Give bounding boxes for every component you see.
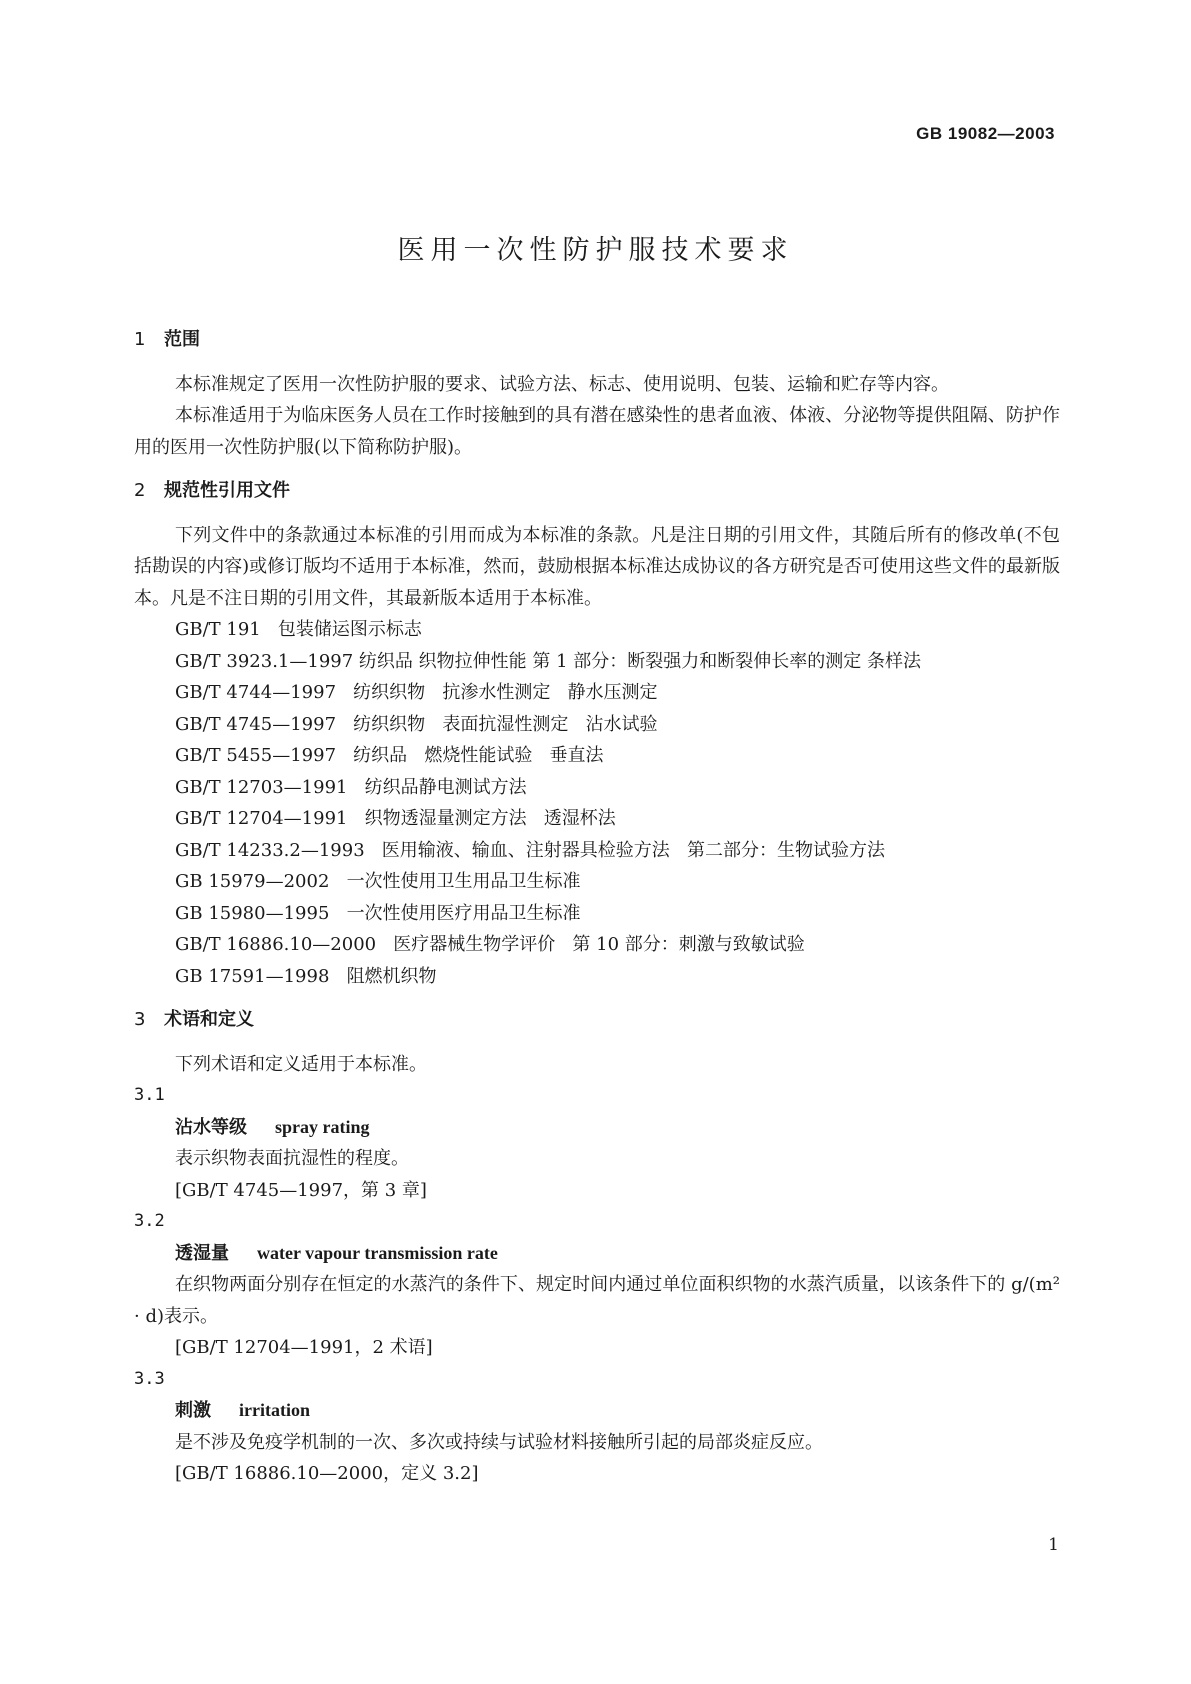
- reference-item: GB/T 16886.10—2000 医疗器械生物学评价 第 10 部分：刺激与致敏试验: [175, 934, 805, 955]
- page-number: 1: [1048, 1535, 1059, 1555]
- term-number: 3.1: [134, 1085, 165, 1105]
- reference-item: GB/T 5455—1997 纺织品 燃烧性能试验 垂直法: [175, 745, 604, 766]
- reference-item: GB 15979—2002 一次性使用卫生用品卫生标准: [175, 871, 581, 892]
- reference-item: GB/T 14233.2—1993 医用输液、输血、注射器具检验方法 第二部分：生物试验方法: [175, 839, 885, 861]
- term-definition: 是不涉及免疫学机制的一次、多次或持续与试验材料接触所引起的局部炎症反应。: [175, 1431, 823, 1453]
- term-english: water vapour transmission rate: [257, 1242, 498, 1263]
- reference-item: GB 17591—1998 阻燃机织物: [175, 965, 437, 987]
- term-chinese: 透湿量: [175, 1242, 229, 1264]
- reference-item: GB/T 3923.1—1997 纺织品 织物拉伸性能 第 1 部分：断裂强力和断裂伸长率的测定 条样法: [175, 650, 921, 672]
- section-3-heading: [134, 1004, 1060, 1036]
- term-english: spray rating: [275, 1116, 370, 1137]
- term-entry: [134, 1112, 1060, 1144]
- term-source: [GB/T 16886.10—2000，定义 3.2]: [175, 1463, 479, 1484]
- terms-intro: 下列术语和定义适用于本标准。: [175, 1053, 427, 1075]
- standard-code: GB 19082—2003: [916, 124, 1055, 143]
- reference-item: GB/T 12704—1991 织物透湿量测定方法 透湿杯法: [175, 808, 616, 829]
- reference-item: GB/T 4744—1997 纺织织物 抗渗水性测定 静水压测定: [175, 682, 658, 703]
- term-source: [GB/T 12704—1991，2 术语]: [175, 1337, 433, 1358]
- term-entry: [134, 1395, 1060, 1427]
- section-number: 2: [134, 480, 146, 501]
- section-number: 1: [134, 329, 146, 350]
- reference-item: GB 15980—1995 一次性使用医疗用品卫生标准: [175, 902, 581, 924]
- document-title: 医用一次性防护服技术要求: [397, 235, 794, 266]
- scope-paragraph-2: 本标准适用于为临床医务人员在工作时接触到的具有潜在感染性的患者血液、体液、分泌物等提供阻隔、防护作用的医用一次性防护服(以下简称防护服)。: [134, 405, 1060, 458]
- term-source: [GB/T 4745—1997，第 3 章]: [175, 1179, 427, 1201]
- term-chinese: 沾水等级: [175, 1116, 247, 1138]
- reference-item: GB/T 4745—1997 纺织织物 表面抗湿性测定 沾水试验: [175, 713, 658, 735]
- section-title: 规范性引用文件: [164, 480, 290, 501]
- term-entry: [134, 1238, 1060, 1270]
- term-definition: 表示织物表面抗湿性的程度。: [175, 1148, 409, 1169]
- term-number: 3.2: [134, 1211, 165, 1231]
- section-1-heading: [134, 324, 1060, 356]
- reference-item: GB/T 191 包装储运图示标志: [175, 619, 422, 640]
- term-number: 3.3: [134, 1368, 165, 1389]
- term-english: irritation: [239, 1400, 310, 1420]
- term-chinese: 刺激: [175, 1400, 211, 1421]
- section-2-heading: [134, 475, 1060, 507]
- reference-item: GB/T 12703—1991 纺织品静电测试方法: [175, 776, 527, 798]
- references-intro: 下列文件中的条款通过本标准的引用而成为本标准的条款。凡是注日期的引用文件，其随后所有的修改单(不包括勘误的内容)或修订版均不适用于本标准，然而，鼓励根据本标准达成协议的各方研究是否可使用这些文件的最新版本。凡是不注日期的引用文件，其最新版本适用于本标准。: [134, 524, 1060, 609]
- section-title: 范围: [164, 329, 200, 350]
- term-definition: 在织物两面分别存在恒定的水蒸汽的条件下、规定时间内通过单位面积织物的水蒸汽质量，以该条件下的 g/(m² · d)表示。: [134, 1274, 1060, 1327]
- scope-paragraph-1: 本标准规定了医用一次性防护服的要求、试验方法、标志、使用说明、包装、运输和贮存等内容。: [175, 373, 949, 395]
- section-title: 术语和定义: [164, 1009, 254, 1030]
- section-number: 3: [134, 1009, 146, 1030]
- document-body: [134, 324, 1060, 1490]
